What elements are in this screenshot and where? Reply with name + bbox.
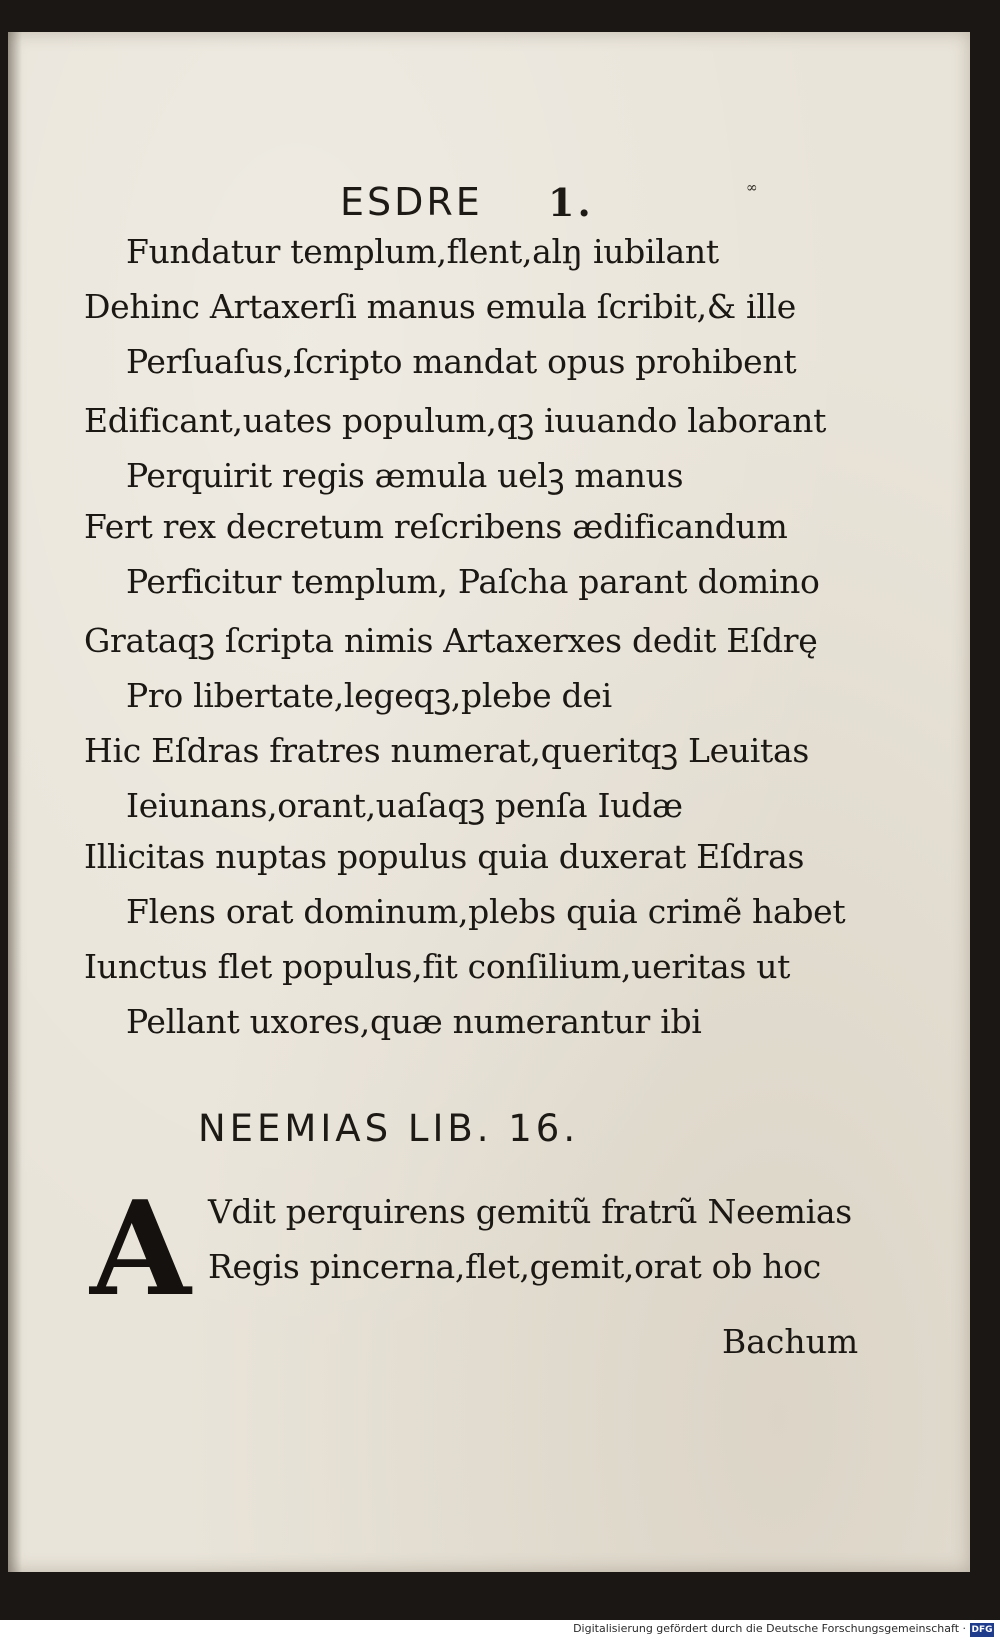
running-head-title: ESDRE <box>340 180 483 224</box>
verse-line: Pro libertate,legeqꝫ,plebe dei <box>126 676 612 715</box>
footer-credit: Digitalisierung gefördert durch die Deutsche Forschungsgemeinschaft · <box>573 1622 966 1635</box>
verse-line: Dehinc Artaxerſi manus emula ſcribit,& ille <box>84 287 797 326</box>
drop-cap-initial: A <box>90 1172 191 1325</box>
running-head-number: 1. <box>548 180 594 225</box>
book-page <box>8 32 970 1572</box>
verse-line: Perficitur templum, Paſcha parant domino <box>126 562 820 601</box>
verse-line: Pellant uxores,quæ numerantur ibi <box>126 1002 702 1041</box>
verse-line: Iunctus flet populus,fit conſilium,ueritas ut <box>84 947 791 986</box>
verse-line: Fert rex decretum reſcribens ædificandum <box>84 507 788 546</box>
verse-line: Hic Eſdras fratres numerat,queritqꝫ Leuitas <box>84 731 809 770</box>
catchword: Bachum <box>722 1322 859 1361</box>
catchmark: ∞ <box>746 180 758 196</box>
verse-line: Grataqꝫ ſcripta nimis Artaxerxes dedit Eſdrę <box>84 621 818 660</box>
verse-line: Perquirit regis æmula uelꝫ manus <box>126 456 684 495</box>
neemias-line: Vdit perquirens gemitũ fratrũ Neemias <box>208 1192 852 1231</box>
dfg-logo: DFG <box>971 1625 993 1635</box>
verse-line: Illicitas nuptas populus quia duxerat Eſdras <box>84 837 805 876</box>
verse-line: Flens orat dominum,plebs quia crimẽ habet <box>126 892 846 931</box>
verse-line: Fundatur templum,flent,alŋ iubilant <box>126 232 719 271</box>
section-heading: NEEMIAS LIB. 16. <box>198 1107 580 1150</box>
gutter-shadow <box>8 32 22 1572</box>
verse-line: Perſuaſus,ſcripto mandat opus prohibent <box>126 342 797 381</box>
verse-line: Edificant,uates populum,qꝫ iuuando laborant <box>84 401 827 440</box>
verse-line: Ieiunans,orant,uaſaqꝫ penſa Iudæ <box>126 786 683 825</box>
neemias-line: Regis pincerna,flet,gemit,orat ob hoc <box>208 1247 821 1286</box>
